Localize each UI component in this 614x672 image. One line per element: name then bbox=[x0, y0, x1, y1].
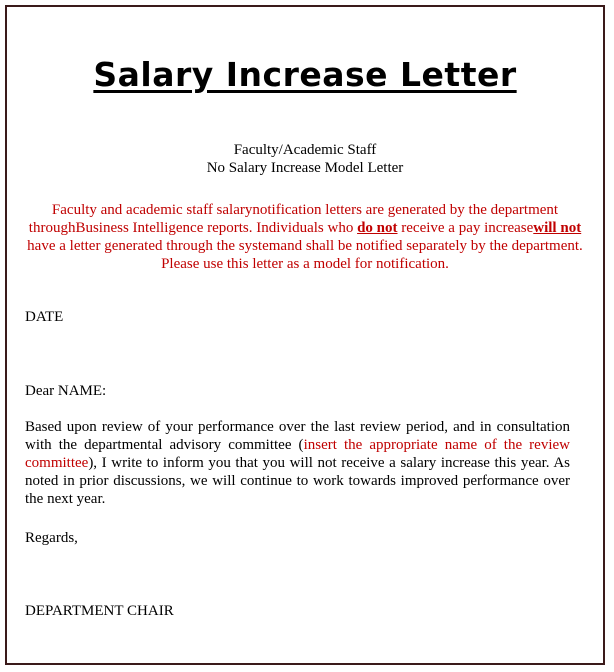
instruction-notice bbox=[19, 201, 591, 273]
body-text-2: ), I write to inform you that you will not receive a salary increase this year. As noted in prior discussions, we will continue to work towards improved performance over the next year. bbox=[25, 455, 570, 507]
date-label: DATE bbox=[25, 309, 64, 325]
letter-body bbox=[25, 418, 570, 508]
subtitle-staff: Faculty/Academic Staff bbox=[233, 142, 377, 158]
body-text-1: Based upon review of your performance over the last review period, and in consultation with the departmental advisory committee ( bbox=[25, 419, 570, 453]
review-committee-placeholder: insert the appropriate name of the review committee bbox=[25, 437, 570, 471]
notice-text-1: Faculty and academic staff salarynotification letters are generated by the department throughBusiness Intelligence reports. Individuals who bbox=[28, 202, 559, 236]
subtitle-model-letter: No Salary Increase Model Letter bbox=[206, 160, 404, 176]
signature: DEPARTMENT CHAIR bbox=[25, 603, 174, 619]
notice-will-not: will not bbox=[533, 220, 582, 236]
notice-do-not: do not bbox=[357, 220, 398, 236]
salutation: Dear NAME: bbox=[25, 383, 107, 399]
closing: Regards, bbox=[25, 530, 78, 546]
notice-text-2: receive a pay increase bbox=[397, 220, 534, 236]
letter-page bbox=[5, 5, 605, 665]
page-title: Salary Increase Letter bbox=[93, 55, 517, 94]
notice-text-3: have a letter generated through the systemand shall be notified separately by the department. Please use this letter as a model for notification. bbox=[27, 238, 583, 272]
